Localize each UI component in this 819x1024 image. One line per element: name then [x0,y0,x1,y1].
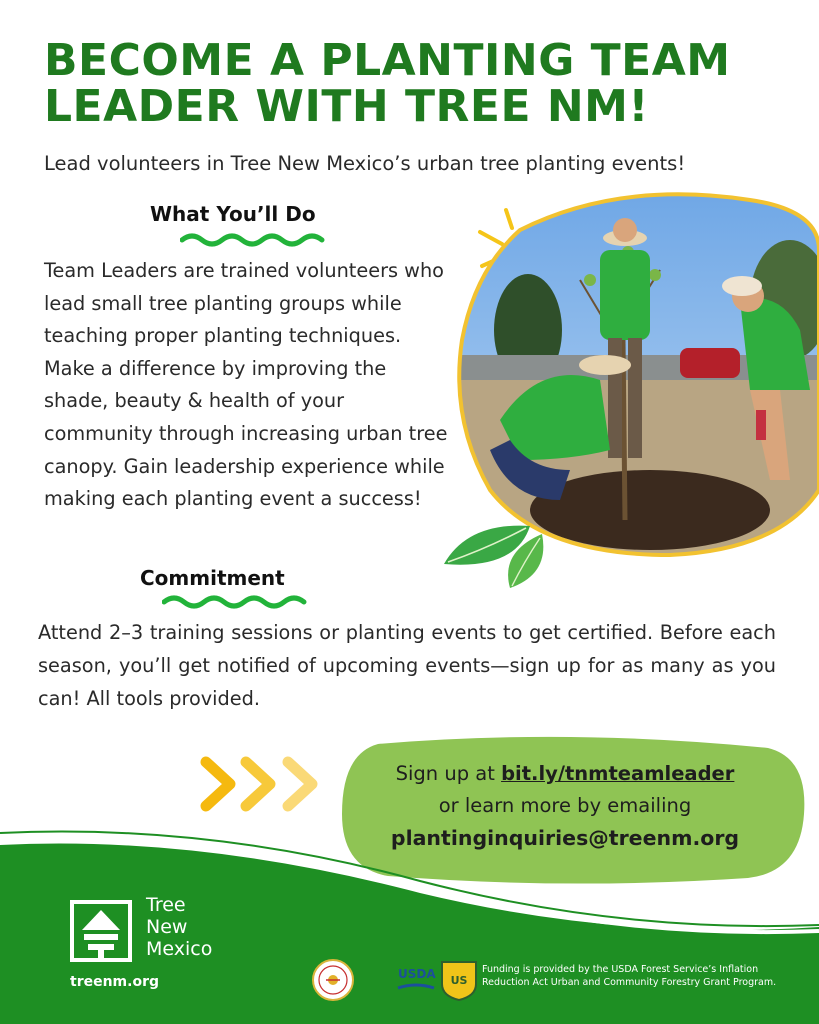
forest-service-logo: US [450,974,468,987]
volunteers-planting-tree-photo [450,190,819,560]
what-you-do-body: Team Leaders are trained volunteers who lead small tree planting groups while teaching proper planting techniques. Make a difference by improving the shade, beauty & health of your community through increasing urban tree canopy. Gain leadership experience while making each planting event a success! [44,259,448,511]
leaf-icon [438,512,558,592]
cta-line-1 [356,758,774,790]
tree-nm-logo-icon [66,896,136,966]
logo-line-3: Mexico [146,938,213,960]
nm-forestry-division-seal-icon [304,958,362,1002]
page-title: BECOME A PLANTING TEAM LEADER WITH TREE NM! [44,35,731,132]
logo-line-2: New [146,916,188,938]
cta-line-2: or learn more by emailing [438,794,692,817]
chevron-right-icon [196,756,336,812]
squiggle-underline-icon [162,592,308,612]
what-you-do-heading: What You’ll Do [150,202,316,226]
cta-prefix: Sign up at [395,762,495,785]
email-link[interactable]: plantinginquiries@treenm.org [390,826,740,850]
squiggle-underline-icon [180,230,326,250]
logo-line-1: Tree [146,894,186,916]
commitment-heading: Commitment [140,566,285,590]
usda-logo: USDA [398,967,436,981]
funding-notice: Funding is provided by the USDA Forest Service’s Inflation Reduction Act Urban and Community Forestry Grant Program. [482,964,777,988]
commitment-body: Attend 2–3 training sessions or planting events to get certified. Before each season, you’ll get notified of upcoming events—sign up for as many as you can! All tools provided. [38,621,776,710]
subtitle: Lead volunteers in Tree New Mexico’s urban tree planting events! [44,152,686,175]
tree-nm-logo-text [146,894,212,960]
signup-link[interactable]: bit.ly/tnmteamleader [501,762,735,785]
usda-forest-service-logos [396,958,480,1002]
website-link[interactable]: treenm.org [70,974,160,990]
